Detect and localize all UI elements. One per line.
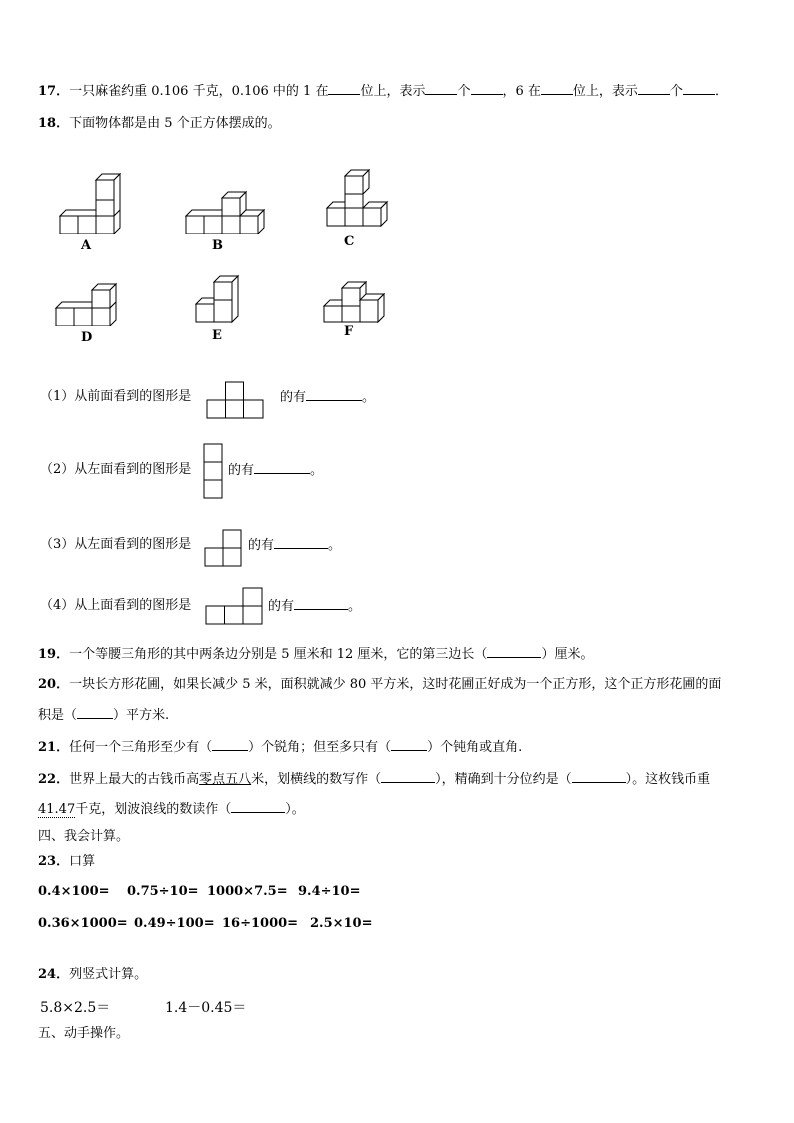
answer-blank[interactable] [254, 461, 310, 474]
answer-blank[interactable] [294, 597, 348, 610]
figure-label-c: C [344, 234, 355, 249]
figure-label-a: A [81, 238, 92, 253]
question-23: 23．口算 [38, 854, 96, 869]
question-21: 21．任何一个三角形至少有（ ）个锐角；但至多只有（ ）个钝角或直角. [38, 740, 523, 755]
answer-blank[interactable] [231, 800, 285, 813]
answer-blank[interactable] [683, 82, 715, 95]
answer-blank[interactable] [77, 706, 113, 719]
cube-figure-c [325, 168, 389, 230]
answer-blank[interactable] [487, 645, 541, 658]
answer-blank[interactable] [306, 388, 362, 401]
answer-blank[interactable] [391, 738, 427, 751]
section-5-heading: 五、动手操作。 [38, 1026, 130, 1041]
left-view-shape-1 [203, 443, 223, 499]
vertical-calc-item: 1.4－0.45＝ [165, 1000, 247, 1016]
question-18: 18．下面物体都是由 5 个正方体摆成的。 [38, 116, 281, 131]
front-view-shape [206, 381, 264, 419]
question-17: 17．一只麻雀约重 0.106 千克，0.106 中的 1 在 位上，表示 个 ，6 在 位上，表示 个 ． [38, 84, 728, 99]
answer-blank[interactable] [212, 738, 248, 751]
calc-item: 0.75÷10= [127, 884, 199, 899]
answer-blank[interactable] [638, 82, 670, 95]
question-19: 19．一个等腰三角形的其中两条边分别是 5 厘米和 12 厘米，它的第三边长（ ）厘米。 [38, 647, 594, 662]
answer-blank[interactable] [572, 770, 626, 783]
answer-blank[interactable] [274, 536, 328, 549]
figure-label-b: B [212, 238, 223, 253]
calc-item: 0.49÷100= [134, 916, 215, 931]
calc-item: 0.36×1000= [38, 916, 128, 931]
left-view-shape-2 [204, 529, 242, 567]
answer-blank[interactable] [541, 82, 573, 95]
answer-blank[interactable] [471, 82, 503, 95]
answer-blank[interactable] [381, 770, 435, 783]
top-view-shape [205, 587, 263, 625]
sub-question-2: （2）从左面看到的图形是 [40, 462, 192, 477]
calc-item: 9.4÷10= [298, 884, 361, 899]
calc-item: 1000×7.5= [207, 884, 288, 899]
question-22: 22．世界上最大的古钱币高零点五八米，划横线的数写作（ ），精确到十分位约是（ ）。这枚钱币重 [38, 772, 711, 787]
answer-blank[interactable] [425, 82, 457, 95]
cube-figure-a [58, 172, 126, 234]
cube-figure-d [54, 282, 122, 326]
question-24: 24．列竖式计算。 [38, 967, 148, 982]
cube-figure-f [322, 280, 390, 324]
question-20: 20．一块长方形花圃，如果长减少 5 米，面积就减少 80 平方米，这时花圃正好成为一个正方形，这个正方形花圃的面 [38, 677, 722, 692]
figure-label-d: D [81, 330, 93, 345]
calc-item: 0.4×100= [38, 884, 110, 899]
figure-label-f: F [344, 324, 354, 339]
figure-label-e: E [212, 328, 222, 343]
sub-question-3: （3）从左面看到的图形是 [40, 537, 192, 552]
vertical-calc-item: 5.8×2.5＝ [40, 1000, 111, 1016]
sub-question-1: （1）从前面看到的图形是 [40, 389, 192, 404]
sub-question-4: （4）从上面看到的图形是 [40, 598, 192, 613]
cube-figure-b [184, 188, 266, 234]
calc-item: 2.5×10= [310, 916, 373, 931]
answer-blank[interactable] [328, 82, 360, 95]
calc-item: 16÷1000= [222, 916, 299, 931]
section-4-heading: 四、我会计算。 [38, 829, 130, 844]
cube-figure-e [194, 274, 244, 326]
